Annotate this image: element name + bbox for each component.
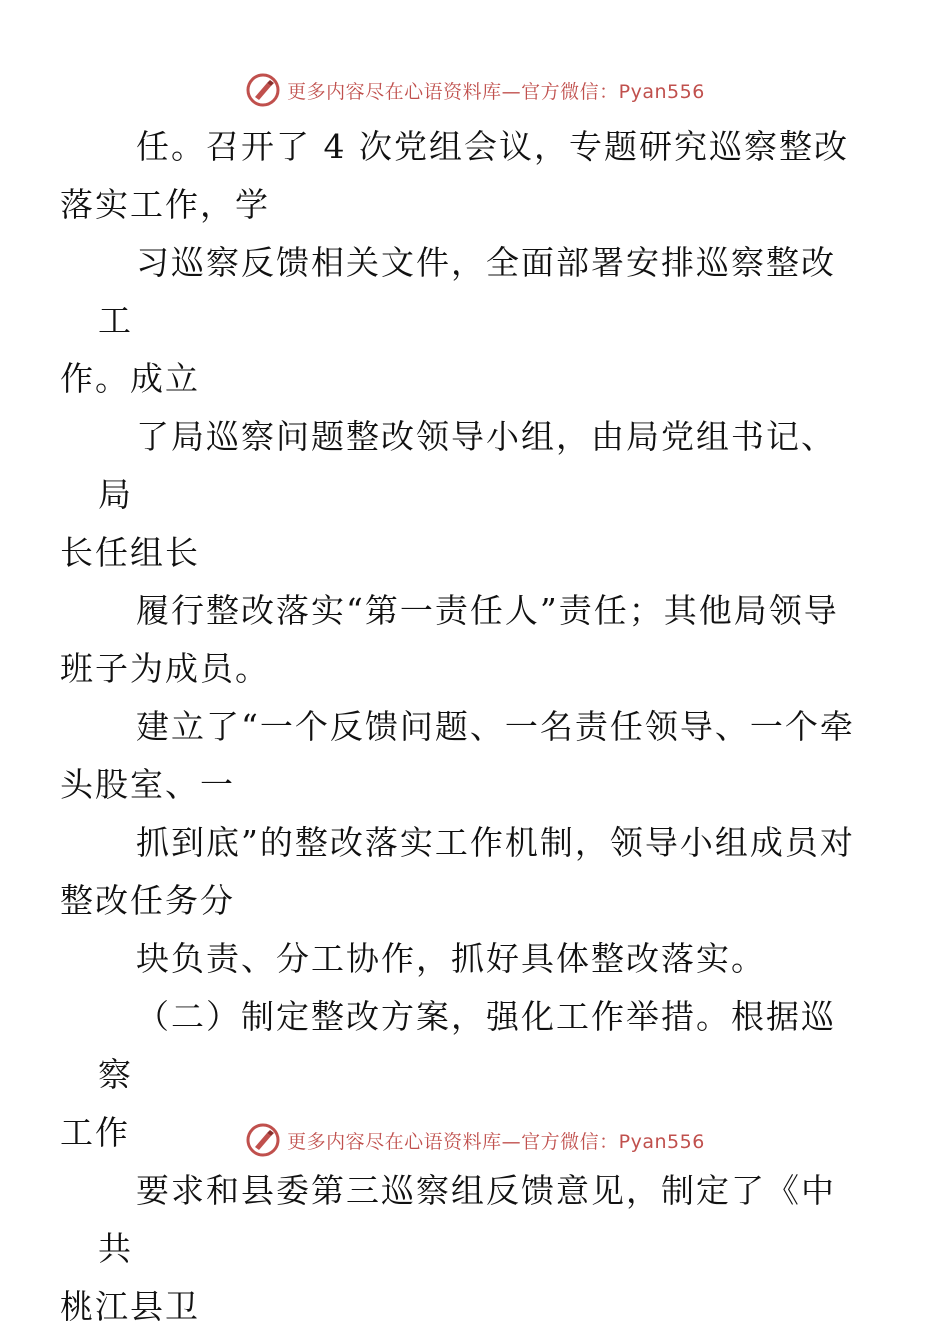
header-banner: [0, 70, 950, 110]
pen-logo-icon: [245, 1122, 281, 1158]
paragraph: 要求和县委第三巡察组反馈意见，制定了《中共 桃江县卫: [60, 1171, 836, 1326]
paragraph: 履行整改落实“第一责任人”责任；其他局领导 班子为成员。: [60, 591, 839, 688]
paragraph: 了局巡察问题整改领导小组，由局党组书记、局 长任组长: [60, 417, 836, 572]
footer-banner: [0, 1120, 950, 1160]
banner-text: 更多内容尽在心语资料库—官方微信：Pyan556: [287, 80, 705, 103]
paragraph: 习巡察反馈相关文件，全面部署安排巡察整改工 作。成立: [60, 243, 836, 398]
paragraph: 块负责、分工协作，抓好具体整改落实。: [136, 939, 766, 978]
banner-text: 更多内容尽在心语资料库—官方微信：Pyan556: [287, 1130, 705, 1153]
paragraph: 任。召开了 4 次党组会议，专题研究巡察整改 落实工作，学: [60, 127, 849, 224]
pen-logo-icon: [245, 72, 281, 108]
paragraph: 抓到底”的整改落实工作机制，领导小组成员对 整改任务分: [60, 823, 855, 920]
paragraph: （二）制定整改方案，强化工作举措。根据巡察 工作: [60, 997, 836, 1152]
paragraph: 建立了“一个反馈问题、一名责任领导、一个牵 头股室、一: [60, 707, 855, 804]
